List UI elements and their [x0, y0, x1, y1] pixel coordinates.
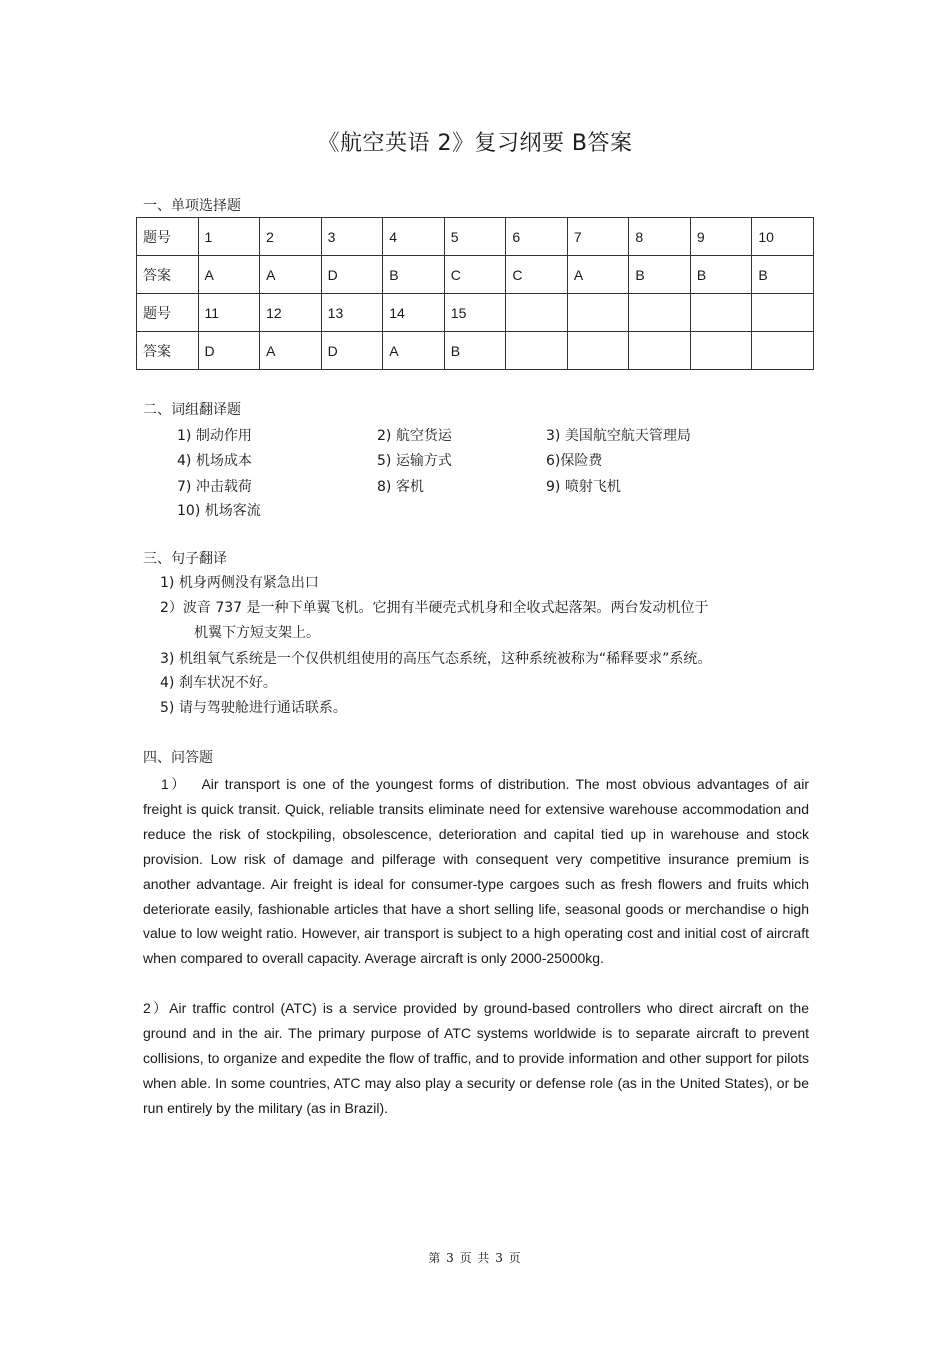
- sentence-text: 4) 刹车状况不好。: [160, 675, 277, 691]
- phrase-item: 7) 冲击载荷: [177, 479, 252, 495]
- phrase-item: 6)保险费: [546, 453, 603, 469]
- table-cell: 8: [629, 218, 691, 256]
- sentence-item: [160, 671, 277, 696]
- table-cell: 1: [198, 218, 260, 256]
- table-row: [137, 332, 814, 370]
- table-row: [137, 218, 814, 256]
- table-cell: [690, 332, 752, 370]
- sentence-item: [160, 647, 711, 672]
- table-cell: [629, 332, 691, 370]
- essay-answer-2: [143, 996, 809, 1121]
- table-cell: 12: [260, 294, 322, 332]
- table-row-label: 答案: [137, 256, 199, 294]
- table-cell: 13: [321, 294, 383, 332]
- page-footer: 第 3 页 共 3 页: [428, 1251, 522, 1265]
- sentence-item: [160, 596, 709, 646]
- table-cell: 4: [383, 218, 445, 256]
- table-cell: A: [383, 332, 445, 370]
- table-cell: [629, 294, 691, 332]
- sentence-item: [160, 696, 347, 721]
- sentence-text: 5) 请与驾驶舱进行通话联系。: [160, 700, 347, 716]
- phrase-item: 9) 喷射飞机: [546, 479, 621, 495]
- phrase-item: 5) 运输方式: [377, 453, 452, 469]
- table-cell: A: [198, 256, 260, 294]
- table-cell: 9: [690, 218, 752, 256]
- table-cell: C: [506, 256, 568, 294]
- table-cell: A: [260, 332, 322, 370]
- section-heading-sentence-translation: 三、句子翻译: [143, 551, 227, 567]
- table-cell: 2: [260, 218, 322, 256]
- table-cell: B: [444, 332, 506, 370]
- table-cell: [567, 332, 629, 370]
- table-cell: [506, 332, 568, 370]
- phrase-item: 4) 机场成本: [177, 453, 252, 469]
- table-cell: 5: [444, 218, 506, 256]
- table-cell: 3: [321, 218, 383, 256]
- table-cell: B: [629, 256, 691, 294]
- table-cell: A: [260, 256, 322, 294]
- section-heading-questions: 四、问答题: [143, 750, 213, 766]
- phrase-item: 3) 美国航空航天管理局: [546, 428, 691, 444]
- table-row-label: 答案: [137, 332, 199, 370]
- table-cell: 11: [198, 294, 260, 332]
- table-row: [137, 256, 814, 294]
- table-row-label: 题号: [137, 218, 199, 256]
- table-cell: C: [444, 256, 506, 294]
- essay-number: 1）: [161, 776, 188, 792]
- table-cell: B: [752, 256, 814, 294]
- section-heading-multiple-choice: 一、单项选择题: [143, 198, 241, 214]
- table-cell: 14: [383, 294, 445, 332]
- table-cell: [752, 294, 814, 332]
- phrase-item: 8) 客机: [377, 479, 424, 495]
- essay-text: Air transport is one of the youngest forms of distribution. The most obvious advantages of air freight is quick transit. Quick, reliable transits eliminate need for extensive warehouse accommodation and reduce the risk of stockpiling, obsolescence, deterioration and capital tied up in warehouse and stock provision. Low risk of damage and pilferage with consequent very competitive insurance premium is another advantage. Air freight is ideal for consumer-type cargoes such as fresh flowers and fruits which deteriorate easily, fashionable articles that have a short selling life, seasonal goods or merchandise o high value to low weight ratio. However, air transport is subject to a high operating cost and initial cost of aircraft when compared to overall capacity. Average aircraft is only 2000-25000kg.: [143, 776, 809, 967]
- section-heading-phrase-translation: 二、词组翻译题: [143, 402, 241, 418]
- table-cell: D: [321, 256, 383, 294]
- sentence-continuation: 机翼下方短支架上。: [194, 625, 320, 641]
- table-cell: A: [567, 256, 629, 294]
- table-cell: D: [198, 332, 260, 370]
- table-cell: 7: [567, 218, 629, 256]
- table-cell: D: [321, 332, 383, 370]
- answer-table: [136, 217, 814, 370]
- phrase-item: 10) 机场客流: [177, 503, 261, 519]
- essay-number: 2）: [143, 1000, 170, 1016]
- table-cell: [752, 332, 814, 370]
- essay-text: Air traffic control (ATC) is a service provided by ground-based controllers who direct aircraft on the ground and in the air. The primary purpose of ATC systems worldwide is to separate aircraft to prevent collisions, to organize and expedite the flow of traffic, and to provide information and other support for pilots when able. In some countries, ATC may also play a security or defense role (as in the United States), or be run entirely by the military (as in Brazil).: [143, 1000, 809, 1116]
- table-cell: B: [383, 256, 445, 294]
- sentence-item: [160, 571, 319, 596]
- table-cell: [506, 294, 568, 332]
- page-title: 《航空英语 2》复习纲要 B答案: [317, 131, 633, 156]
- table-cell: 10: [752, 218, 814, 256]
- table-cell: 15: [444, 294, 506, 332]
- table-cell: B: [690, 256, 752, 294]
- phrase-item: 1) 制动作用: [177, 428, 252, 444]
- table-row: [137, 294, 814, 332]
- table-cell: 6: [506, 218, 568, 256]
- phrase-item: 2) 航空货运: [377, 428, 452, 444]
- table-row-label: 题号: [137, 294, 199, 332]
- sentence-text: 2）波音 737 是一种下单翼飞机。它拥有半硬壳式机身和全收式起落架。两台发动机位于: [160, 600, 709, 616]
- sentence-text: 3) 机组氧气系统是一个仅供机组使用的高压气态系统，这种系统被称为“稀释要求”系统。: [160, 651, 712, 667]
- essay-answer-1: [143, 772, 809, 971]
- table-cell: [567, 294, 629, 332]
- table-cell: [690, 294, 752, 332]
- sentence-text: 1) 机身两侧没有紧急出口: [160, 575, 319, 591]
